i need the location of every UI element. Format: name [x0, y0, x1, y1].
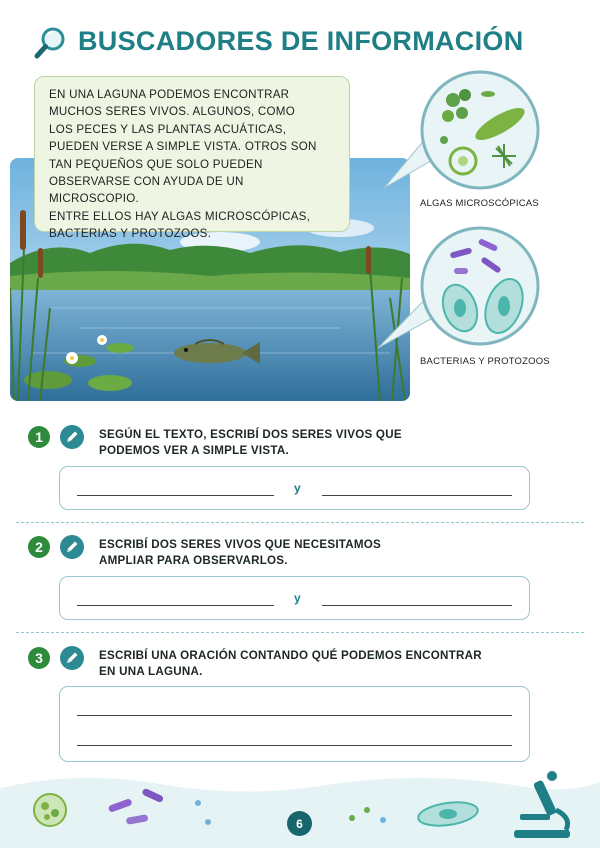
answer-line[interactable]	[77, 495, 274, 496]
connector-y: y	[294, 591, 301, 605]
answer-box-3[interactable]	[59, 686, 530, 762]
question-line: PODEMOS VER A SIMPLE VISTA.	[99, 444, 289, 457]
pencil-icon	[60, 535, 84, 559]
bacteria-microscope-circle	[370, 220, 542, 350]
question-line: SEGÚN EL TEXTO, ESCRIBÍ DOS SERES VIVOS QUE	[99, 428, 402, 441]
question-text-2	[99, 537, 381, 569]
reading-text-box	[34, 76, 350, 241]
answer-line[interactable]	[77, 745, 512, 746]
question-line: EN UNA LAGUNA.	[99, 665, 203, 678]
answer-line[interactable]	[77, 715, 512, 716]
question-number-3: 3	[28, 647, 50, 669]
question-text-1	[99, 427, 402, 459]
bacteria-label: BACTERIAS Y PROTOZOOS	[420, 356, 550, 367]
page-number: 6	[287, 811, 312, 836]
answer-line[interactable]	[322, 495, 512, 496]
reading-line: MUCHOS SERES VIVOS. ALGUNOS, COMO	[49, 105, 295, 119]
answer-box-2[interactable]	[59, 576, 530, 620]
magnifier-icon	[33, 25, 67, 61]
reading-line: EN UNA LAGUNA PODEMOS ENCONTRAR	[49, 88, 290, 101]
algae-label: ALGAS MICROSCÓPICAS	[420, 198, 539, 209]
question-number-1: 1	[28, 426, 50, 448]
question-number-2: 2	[28, 536, 50, 558]
answer-line[interactable]	[77, 605, 274, 606]
question-line: AMPLIAR PARA OBSERVARLOS.	[99, 554, 288, 567]
answer-line[interactable]	[322, 605, 512, 606]
reading-line: OBSERVARSE CON AYUDA DE UN MICROSCOPIO.	[49, 175, 244, 206]
reading-line: ENTRE ELLOS HAY ALGAS MICROSCÓPICAS,	[49, 209, 311, 223]
algae-microscope-circle	[370, 66, 542, 196]
footer-decoration	[0, 770, 600, 848]
question-line: ESCRIBÍ UNA ORACIÓN CONTANDO QUÉ PODEMOS ENCONTRAR	[99, 649, 482, 662]
question-line: ESCRIBÍ DOS SERES VIVOS QUE NECESITAMOS	[99, 538, 382, 551]
section-divider	[16, 522, 584, 523]
reading-line: PUEDEN VERSE A SIMPLE VISTA. OTROS SON	[49, 140, 317, 154]
pencil-icon	[60, 425, 84, 449]
page-title: BUSCADORES DE INFORMACIÓN	[78, 26, 524, 56]
reading-line: LOS PECES Y LAS PLANTAS ACUÁTICAS,	[49, 122, 287, 136]
question-text-3	[99, 648, 482, 680]
pencil-icon	[60, 646, 84, 670]
reading-line: BACTERIAS Y PROTOZOOS.	[49, 227, 212, 241]
connector-y: y	[294, 481, 301, 495]
reading-line: TAN PEQUEÑOS QUE SOLO PUEDEN	[49, 157, 263, 171]
answer-box-1[interactable]	[59, 466, 530, 510]
section-divider	[16, 632, 584, 633]
